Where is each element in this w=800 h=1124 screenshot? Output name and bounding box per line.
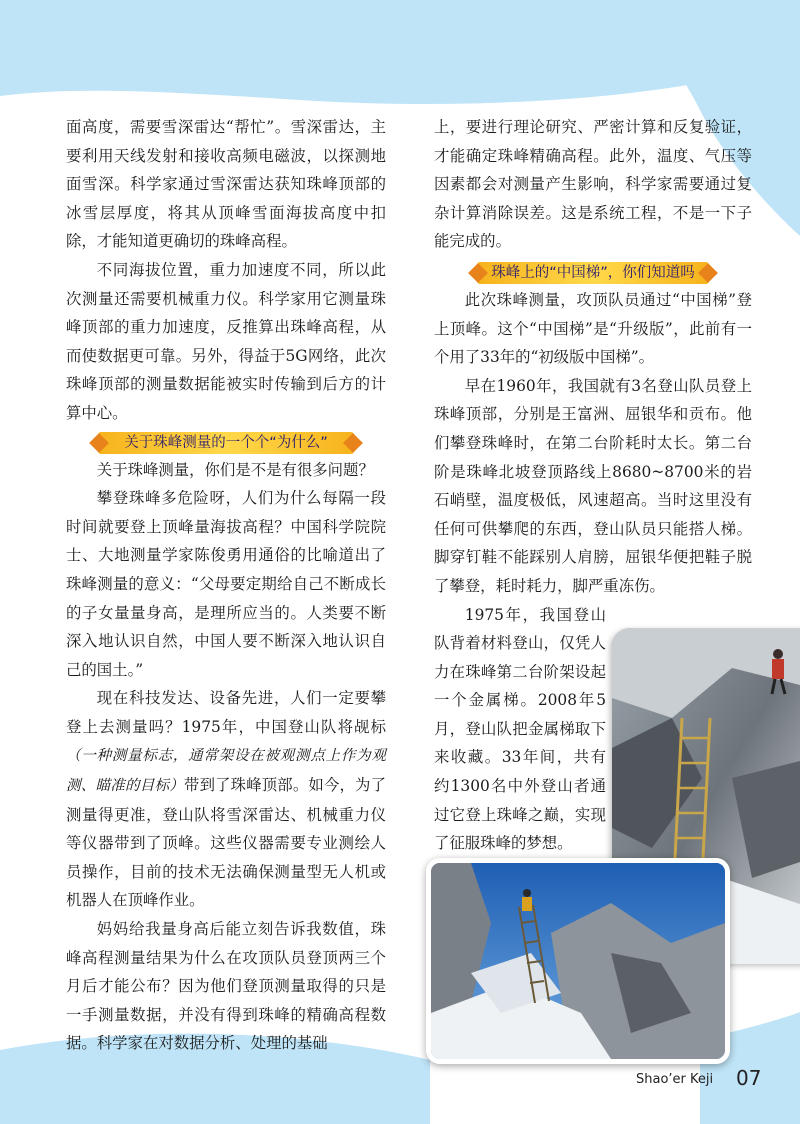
paragraph: 早在1960年，我国就有3名登山队员登上珠峰顶部，分别是王富洲、屈银华和贡布。他们攀登珠峰时，在第二台阶耗时太长。第二台阶是珠峰北坡登顶路线上8680~8700米的岩石峭壁，温度极低，风速超高。当时这里没有任何可供攀爬的东西，登山队员只能搭人梯。脚穿钉鞋不能踩别人肩膀，屈银华便把鞋子脱了攀登，耗时耗力，脚严重冻伤。 [434, 376, 752, 595]
paragraph: 攀登珠峰多危险呀，人们为什么每隔一段时间就要登上顶峰量海拔高程？中国科学院院士、大地测量学家陈俊勇用通俗的比喻道出了珠峰测量的意义：“父母要定期给自己不断成长的子女量量身高，是理所应当的。人类要不断深入地认识自然，中国人要不断深入地认识自己的国土。” [66, 489, 386, 679]
parenthetical-note: （一种测量标志，通常架设在被观测点上作为观测、瞄准的目标） [66, 747, 386, 795]
paragraph-text: 带到了珠峰顶部。如今，为了测量得更准，登山队将雪深雷达、机械重力仪等仪器带到了顶峰。这些仪器需要专业测绘人员操作，目前的技术无法确保测量型无人机或机器人在顶峰作业。 [66, 776, 386, 910]
paragraph [66, 684, 386, 915]
paragraph: 上，要进行理论研究、严密计算和反复验证，才能确定珠峰精确高程。此外，温度、气压等因素都会对测量产生影响，科学家需要通过复杂计算消除误差。这是系统工程，不是一下子能完成的。 [434, 118, 752, 251]
paragraph: 1975年，我国登山队背着材料登山，仅凭人力在珠峰第二台阶架设起一个金属梯。2008年5月，登山队把金属梯取下来收藏。33年间，共有约1300名中外登山者通过它登上珠峰之巅，实现了征服珠峰的梦想。 [434, 605, 606, 853]
section-heading: 珠峰上的“中国梯”，你们知道吗 [477, 262, 709, 284]
climbers-photo [426, 858, 730, 1064]
paragraph-text: 现在科技发达、设备先进，人们一定要攀登上去测量吗？1975年，中国登山队将觇标 [66, 689, 386, 736]
page-number: 07 [736, 1066, 762, 1090]
magazine-name: Shao’er Keji [636, 1072, 714, 1087]
paragraph: 关于珠峰测量，你们是不是有很多问题？ [96, 460, 374, 479]
section-heading: 关于珠峰测量的一个个“为什么” [98, 432, 354, 454]
paragraph: 妈妈给我量身高后能立刻告诉我数值，珠峰高程测量结果为什么在攻顶队员登顶两三个月后才能公布？因为他们登顶测量取得的只是一手测量数据，并没有得到珠峰的精确高程数据。科学家在对数据分析、处理的基础 [66, 920, 386, 1053]
paragraph: 面高度，需要雪深雷达“帮忙”。雪深雷达，主要利用天线发射和接收高频电磁波，以探测地面雪深。科学家通过雪深雷达获知珠峰顶部的冰雪层厚度，将其从顶峰雪面海拔高度中扣除，才能知道更确切的珠峰高程。 [66, 118, 386, 251]
left-column [66, 113, 386, 1058]
paragraph: 此次珠峰测量，攻顶队员通过“中国梯”登上顶峰。这个“中国梯”是“升级版”，此前有一个用了33年的“初级版中国梯”。 [434, 290, 752, 367]
paragraph: 不同海拔位置，重力加速度不同，所以此次测量还需要机械重力仪。科学家用它测量珠峰顶部的重力加速度，反推算出珠峰高程，从而使数据更可靠。另外，得益于5G网络，此次珠峰顶部的测量数据能被实时传输到后方的计算中心。 [66, 260, 386, 422]
